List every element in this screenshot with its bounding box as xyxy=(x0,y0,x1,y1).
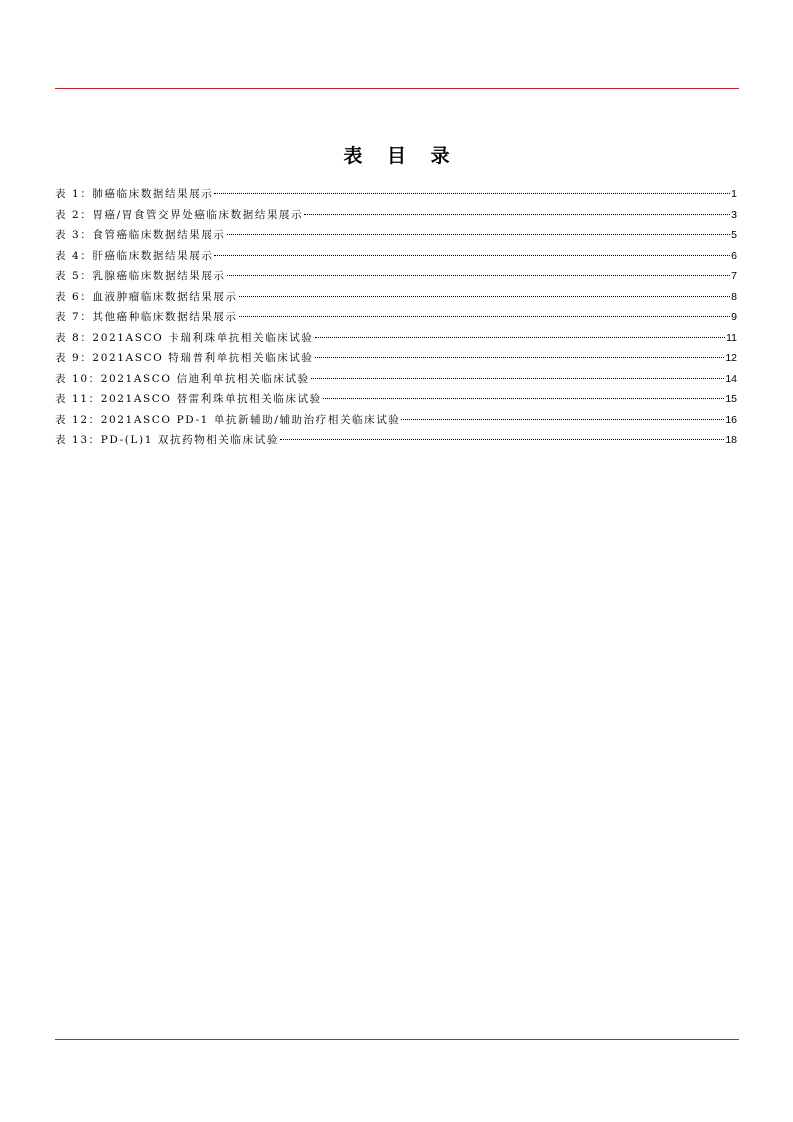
toc-entry-label: 表 6：血液肿瘤临床数据结果展示 xyxy=(55,290,238,303)
toc-entry-page: 3 xyxy=(731,208,737,221)
table-of-contents xyxy=(55,184,737,451)
toc-entry[interactable] xyxy=(55,369,737,390)
toc-entry-label: 表 5：乳腺癌临床数据结果展示 xyxy=(55,270,226,282)
toc-entry[interactable] xyxy=(55,389,737,410)
dot-leader xyxy=(315,357,725,358)
dot-leader xyxy=(311,378,725,379)
toc-entry[interactable] xyxy=(55,205,737,226)
toc-entry-page: 8 xyxy=(731,290,737,303)
toc-entry-label: 表 12：2021ASCO PD-1 单抗新辅助/辅助治疗相关临床试验 xyxy=(55,413,401,426)
toc-entry-page: 16 xyxy=(725,413,737,426)
toc-entry[interactable] xyxy=(55,410,737,431)
toc-entry-label: 表 1：肺癌临床数据结果展示 xyxy=(55,188,214,200)
toc-entry-label: 表 8：2021ASCO 卡瑞利珠单抗相关临床试验 xyxy=(55,331,314,344)
toc-entry-page: 15 xyxy=(725,393,737,405)
toc-entry[interactable] xyxy=(55,430,737,451)
toc-entry[interactable] xyxy=(55,287,737,308)
toc-entry-page: 9 xyxy=(731,311,737,323)
header-rule xyxy=(55,88,739,89)
dot-leader xyxy=(227,234,731,235)
toc-entry-label: 表 7：其他癌种临床数据结果展示 xyxy=(55,311,238,323)
toc-entry-label: 表 9：2021ASCO 特瑞普利单抗相关临床试验 xyxy=(55,352,314,364)
dot-leader xyxy=(304,214,730,215)
dot-leader xyxy=(315,337,726,338)
dot-leader xyxy=(239,296,731,297)
toc-entry-page: 14 xyxy=(725,372,737,385)
toc-entry-label: 表 10：2021ASCO 信迪利单抗相关临床试验 xyxy=(55,372,310,385)
footer-rule xyxy=(55,1039,739,1040)
toc-entry[interactable] xyxy=(55,246,737,267)
dot-leader xyxy=(214,255,730,256)
toc-entry-label: 表 3：食管癌临床数据结果展示 xyxy=(55,229,226,241)
toc-entry-page: 1 xyxy=(731,188,737,200)
toc-entry[interactable] xyxy=(55,266,737,287)
toc-entry[interactable] xyxy=(55,307,737,328)
toc-entry-page: 18 xyxy=(725,434,737,446)
toc-entry[interactable] xyxy=(55,328,737,349)
toc-entry-label: 表 13：PD-(L)1 双抗药物相关临床试验 xyxy=(55,434,279,446)
dot-leader xyxy=(239,316,731,317)
toc-entry-label: 表 4：肝癌临床数据结果展示 xyxy=(55,249,214,262)
dot-leader xyxy=(214,193,730,194)
toc-entry-label: 表 11：2021ASCO 替雷利珠单抗相关临床试验 xyxy=(55,393,322,405)
dot-leader xyxy=(227,275,731,276)
toc-entry[interactable] xyxy=(55,348,737,369)
toc-entry-page: 6 xyxy=(731,249,737,262)
page-title: 表 目 录 xyxy=(343,145,459,167)
toc-entry-label: 表 2：胃癌/胃食管交界处癌临床数据结果展示 xyxy=(55,208,304,221)
dot-leader xyxy=(280,439,724,440)
dot-leader xyxy=(323,398,725,399)
toc-entry-page: 7 xyxy=(731,270,737,282)
toc-entry[interactable] xyxy=(55,225,737,246)
toc-entry-page: 11 xyxy=(726,331,737,344)
toc-entry-page: 5 xyxy=(731,229,737,241)
toc-entry-page: 12 xyxy=(725,352,737,364)
toc-entry[interactable] xyxy=(55,184,737,205)
dot-leader xyxy=(401,419,724,420)
